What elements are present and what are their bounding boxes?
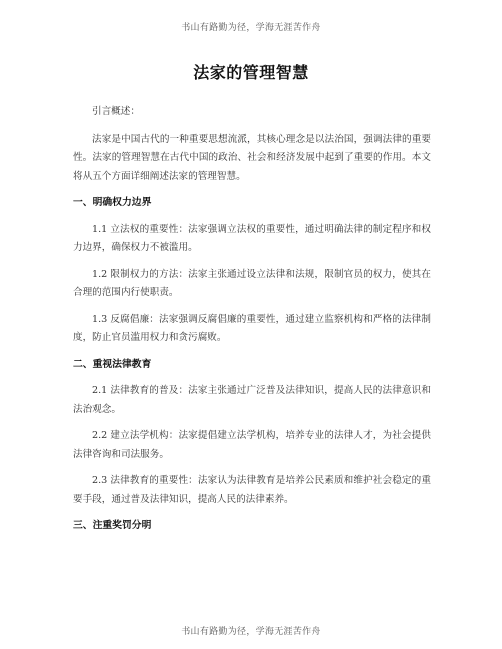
section-paragraph: 1.2 限制权力的方法：法家主张通过设立法律和法规，限制官员的权力，使其在合理的范围内行使职责。 xyxy=(73,268,431,298)
section-3 xyxy=(73,517,431,536)
section-2 xyxy=(73,356,431,510)
section-1 xyxy=(73,194,431,348)
section-heading: 一、明确权力边界 xyxy=(73,197,152,208)
section-paragraph: 1.1 立法权的重要性：法家强调立法权的重要性，通过明确法律的制定程序和权力边界，确保权力不被滥用。 xyxy=(73,223,431,253)
page-header: 书山有路勤为径，学海无涯苦作舟 xyxy=(181,23,321,33)
document-body xyxy=(73,103,431,544)
section-heading: 三、注重奖罚分明 xyxy=(73,520,152,531)
intro-paragraph: 法家是中国古代的一种重要思想流派，其核心理念是以法治国，强调法律的重要性。法家的管理智慧在古代中国的政治、社会和经济发展中起到了重要的作用。本文将从五个方面详细阐述法家的管理智慧。 xyxy=(73,133,431,182)
section-paragraph: 2.2 建立法学机构：法家提倡建立法学机构，培养专业的法律人才，为社会提供法律咨询和司法服务。 xyxy=(73,430,431,460)
intro-label: 引言概述： xyxy=(92,106,140,117)
section-paragraph: 2.1 法律教育的普及：法家主张通过广泛普及法律知识，提高人民的法律意识和法治观念。 xyxy=(73,385,431,415)
section-heading: 二、重视法律教育 xyxy=(73,358,152,370)
page-footer: 书山有路勤为径，学海无涯苦作舟 xyxy=(181,627,321,637)
section-paragraph: 1.3 反腐倡廉：法家强调反腐倡廉的重要性，通过建立监察机构和严格的法律制度，防止官员滥用权力和贪污腐败。 xyxy=(73,313,431,343)
document-title: 法家的管理智慧 xyxy=(193,63,309,82)
section-paragraph: 2.3 法律教育的重要性：法家认为法律教育是培养公民素质和维护社会稳定的重要手段，通过普及法律知识，提高人民的法律素养。 xyxy=(73,475,431,505)
